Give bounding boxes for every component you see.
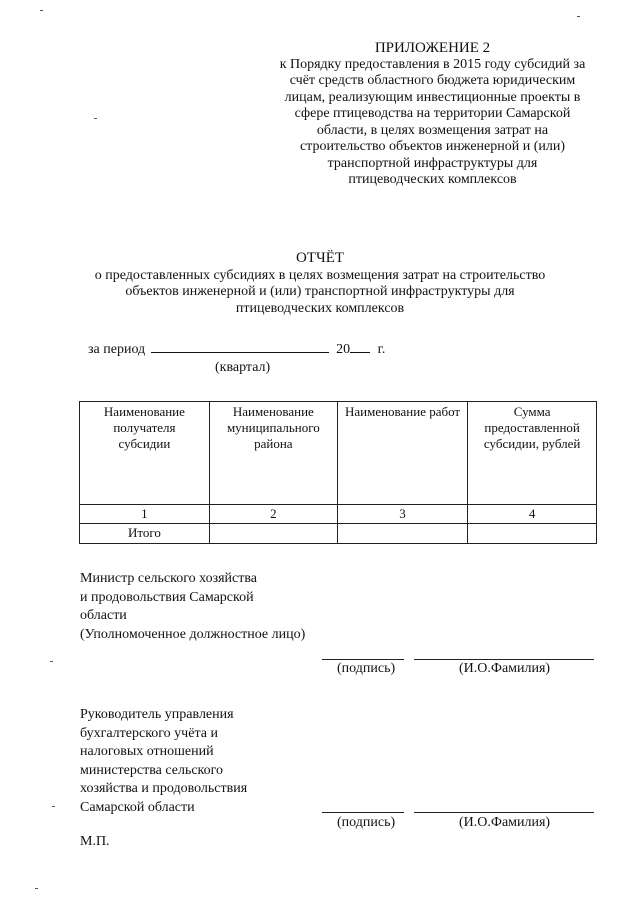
- accounting-signature-line[interactable]: [322, 812, 404, 813]
- appendix-header: [250, 40, 615, 189]
- quarter-hint: (квартал): [215, 360, 271, 375]
- accounting-name-label: (И.О.Фамилия): [459, 815, 551, 830]
- scan-mark: [50, 661, 53, 662]
- accounting-title-line: хозяйства и продовольствия: [80, 781, 248, 796]
- accounting-title-line: министерства сельского: [80, 762, 224, 778]
- report-heading: [80, 250, 560, 317]
- minister-title-line: и продовольствия Самарской: [80, 589, 254, 605]
- period-year-suffix: г.: [377, 342, 386, 357]
- scan-mark: [94, 118, 97, 119]
- appendix-line: строительство объектов инженерной и (или): [299, 139, 566, 154]
- scan-mark: [577, 16, 580, 17]
- header-recipient: Наименование получателя субсидии: [80, 402, 210, 505]
- minister-title-line: области: [80, 608, 127, 623]
- accounting-title-line: Самарской области: [80, 799, 195, 815]
- scan-mark: [52, 806, 55, 807]
- appendix-line: транспортной инфраструктуры для: [327, 155, 538, 171]
- period-year-prefix: 20: [336, 342, 351, 357]
- minister-title-line: Министр сельского хозяйства: [80, 571, 257, 586]
- header-works: Наименование работ: [337, 402, 467, 505]
- appendix-title: ПРИЛОЖЕНИЕ 2: [374, 40, 491, 56]
- stamp-place-label: М.П.: [80, 834, 110, 849]
- table-row: [80, 505, 597, 524]
- period-quarter-blank[interactable]: [151, 340, 329, 353]
- minister-signature-block: [80, 570, 305, 644]
- column-number: 1: [80, 505, 210, 524]
- report-subtitle-line: объектов инженерной и (или) транспортной инфраструктуры для: [125, 284, 515, 299]
- table-row: [80, 524, 597, 544]
- accounting-title-line: бухгалтерского учёта и: [80, 725, 218, 741]
- minister-signature-line[interactable]: [322, 659, 404, 660]
- scan-mark: [40, 10, 43, 11]
- minister-name-line[interactable]: [414, 659, 594, 660]
- accounting-title-line: налоговых отношений: [80, 744, 214, 759]
- header-amount: Сумма предоставленной субсидии, рублей: [468, 402, 597, 505]
- period-prefix: за период: [88, 342, 146, 357]
- accounting-name-line[interactable]: [414, 812, 594, 813]
- report-subtitle-line: птицеводческих комплексов: [235, 300, 405, 316]
- header-district: Наименование муниципального района: [209, 402, 337, 505]
- scan-mark: [35, 888, 38, 889]
- accounting-signature-label: (подпись): [337, 815, 396, 830]
- total-cell[interactable]: [209, 524, 337, 544]
- period-year-blank[interactable]: [350, 340, 370, 353]
- accounting-signature-block: [80, 706, 247, 817]
- minister-name-label: (И.О.Фамилия): [459, 661, 551, 676]
- appendix-line: области, в целях возмещения затрат на: [316, 122, 549, 138]
- appendix-line: птицеводческих комплексов: [348, 172, 517, 187]
- column-number: 4: [468, 505, 597, 524]
- appendix-line: лицам, реализующим инвестиционные проекты в: [284, 89, 581, 105]
- accounting-title-line: Руководитель управления: [80, 707, 234, 722]
- report-subtitle-line: о предоставленных субсидиях в целях возмещения затрат на строительство: [94, 267, 546, 283]
- report-title: ОТЧЁТ: [295, 250, 345, 266]
- appendix-line: счёт средств областного бюджета юридическим: [289, 73, 576, 88]
- table-header-row: [80, 402, 597, 505]
- report-table: [79, 401, 597, 544]
- total-label: Итого: [80, 524, 210, 544]
- appendix-line: к Порядку предоставления в 2015 году субсидий за: [279, 56, 586, 72]
- period-row: [88, 340, 385, 358]
- column-number: 2: [209, 505, 337, 524]
- total-cell[interactable]: [468, 524, 597, 544]
- minister-title-line: (Уполномоченное должностное лицо): [80, 626, 306, 642]
- minister-signature-label: (подпись): [337, 661, 396, 676]
- column-number: 3: [337, 505, 467, 524]
- appendix-line: сфере птицеводства на территории Самарской: [294, 106, 571, 121]
- total-cell[interactable]: [337, 524, 467, 544]
